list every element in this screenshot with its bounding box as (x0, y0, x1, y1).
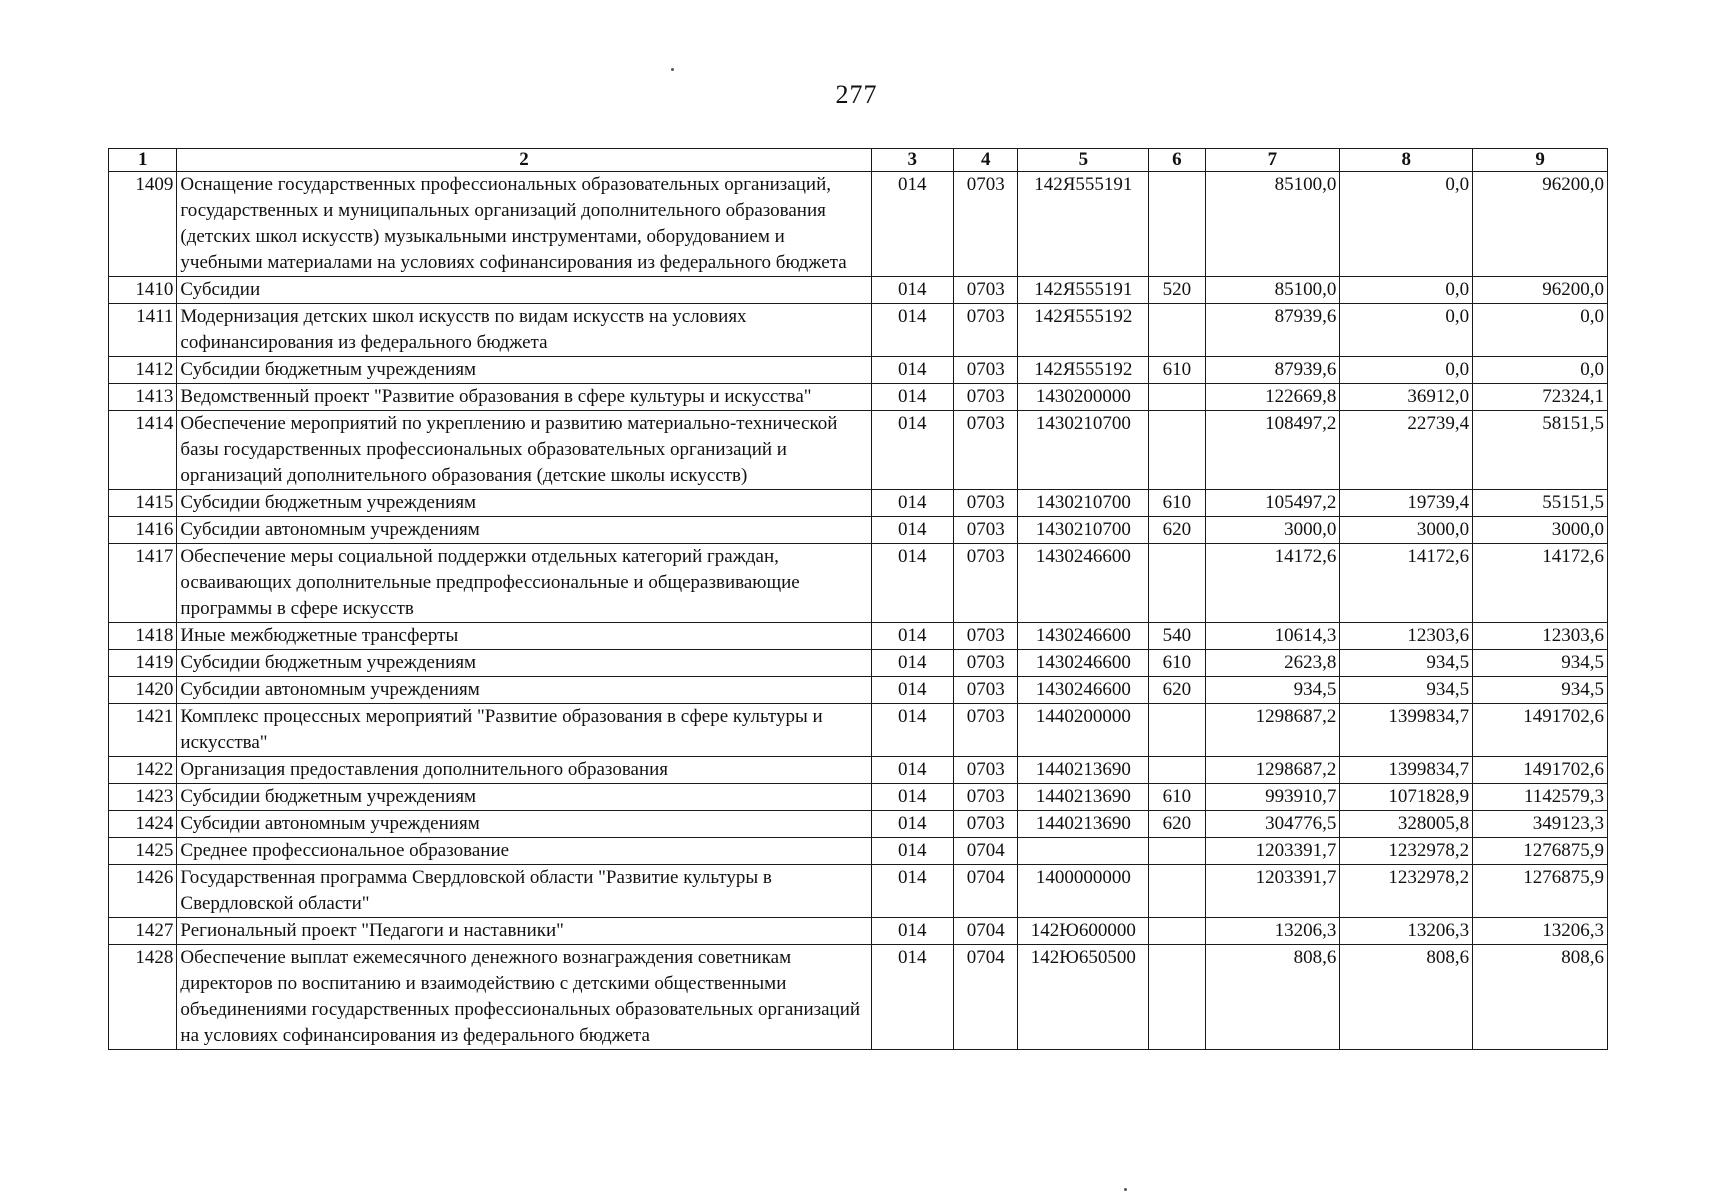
target-article-cell: 1440213690 (1018, 811, 1149, 838)
section-code-cell: 0703 (954, 544, 1018, 623)
department-code-cell: 014 (871, 650, 953, 677)
target-article-cell: 1430210700 (1018, 411, 1149, 490)
section-code-cell: 0703 (954, 757, 1018, 784)
column-header: 5 (1018, 149, 1149, 172)
target-article-cell: 1430210700 (1018, 490, 1149, 517)
target-article-cell: 1430246600 (1018, 677, 1149, 704)
amount-cell-col9: 349123,3 (1473, 811, 1608, 838)
department-code-cell: 014 (871, 517, 953, 544)
item-name-cell: Обеспечение мероприятий по укреплению и развитию материально-технической базы государственных профессиональных образовательных организаций и организаций дополнительного образования (детские школы искусств) (177, 411, 871, 490)
table-row (109, 384, 1608, 411)
amount-cell-col7: 13206,3 (1205, 918, 1340, 945)
department-code-cell: 014 (871, 784, 953, 811)
item-name-cell: Организация предоставления дополнительного образования (177, 757, 871, 784)
department-code-cell: 014 (871, 704, 953, 757)
row-number-cell: 1425 (109, 838, 177, 865)
table-row (109, 357, 1608, 384)
department-code-cell: 014 (871, 490, 953, 517)
header-row (109, 149, 1608, 172)
table-row (109, 517, 1608, 544)
expense-type-cell: 610 (1149, 784, 1205, 811)
item-name-cell: Субсидии автономным учреждениям (177, 811, 871, 838)
budget-table (108, 148, 1608, 1050)
item-name-cell: Субсидии (177, 277, 871, 304)
expense-type-cell: 520 (1149, 277, 1205, 304)
section-code-cell: 0704 (954, 838, 1018, 865)
amount-cell-col8: 13206,3 (1340, 918, 1473, 945)
row-number-cell: 1420 (109, 677, 177, 704)
item-name-cell: Обеспечение выплат ежемесячного денежного вознаграждения советникам директоров по воспитанию и взаимодействию с детскими общественными объединениями государственных профессиональных образовательных организаций на условиях софинансирования из федерального бюджета (177, 945, 871, 1050)
section-code-cell: 0703 (954, 411, 1018, 490)
amount-cell-col8: 0,0 (1340, 277, 1473, 304)
amount-cell-col8: 0,0 (1340, 357, 1473, 384)
target-article-cell: 1430246600 (1018, 623, 1149, 650)
amount-cell-col7: 87939,6 (1205, 357, 1340, 384)
section-code-cell: 0703 (954, 704, 1018, 757)
target-article-cell: 1440200000 (1018, 704, 1149, 757)
expense-type-cell: 620 (1149, 677, 1205, 704)
amount-cell-col9: 14172,6 (1473, 544, 1608, 623)
column-header: 3 (871, 149, 953, 172)
section-code-cell: 0704 (954, 865, 1018, 918)
target-article-cell: 142Я555191 (1018, 172, 1149, 277)
item-name-cell: Субсидии бюджетным учреждениям (177, 357, 871, 384)
column-header: 9 (1473, 149, 1608, 172)
section-code-cell: 0703 (954, 650, 1018, 677)
department-code-cell: 014 (871, 865, 953, 918)
column-header: 4 (954, 149, 1018, 172)
section-code-cell: 0703 (954, 811, 1018, 838)
amount-cell-col7: 1203391,7 (1205, 865, 1340, 918)
target-article-cell: 1430200000 (1018, 384, 1149, 411)
row-number-cell: 1416 (109, 517, 177, 544)
row-number-cell: 1418 (109, 623, 177, 650)
amount-cell-col9: 934,5 (1473, 677, 1608, 704)
amount-cell-col8: 12303,6 (1340, 623, 1473, 650)
item-name-cell: Субсидии бюджетным учреждениям (177, 784, 871, 811)
section-code-cell: 0703 (954, 277, 1018, 304)
target-article-cell: 142Я555192 (1018, 357, 1149, 384)
item-name-cell: Ведомственный проект "Развитие образования в сфере культуры и искусства" (177, 384, 871, 411)
item-name-cell: Иные межбюджетные трансферты (177, 623, 871, 650)
amount-cell-col8: 934,5 (1340, 677, 1473, 704)
table-row (109, 304, 1608, 357)
scan-speck (671, 68, 674, 71)
table-row (109, 918, 1608, 945)
column-header: 8 (1340, 149, 1473, 172)
table-row (109, 704, 1608, 757)
item-name-cell: Комплекс процессных мероприятий "Развитие образования в сфере культуры и искусства" (177, 704, 871, 757)
department-code-cell: 014 (871, 918, 953, 945)
amount-cell-col7: 108497,2 (1205, 411, 1340, 490)
table-row (109, 172, 1608, 277)
column-header: 6 (1149, 149, 1205, 172)
row-number-cell: 1415 (109, 490, 177, 517)
amount-cell-col9: 58151,5 (1473, 411, 1608, 490)
amount-cell-col7: 10614,3 (1205, 623, 1340, 650)
department-code-cell: 014 (871, 811, 953, 838)
section-code-cell: 0704 (954, 918, 1018, 945)
amount-cell-col9: 12303,6 (1473, 623, 1608, 650)
department-code-cell: 014 (871, 945, 953, 1050)
amount-cell-col8: 0,0 (1340, 172, 1473, 277)
table-row (109, 945, 1608, 1050)
table-row (109, 865, 1608, 918)
amount-cell-col8: 14172,6 (1340, 544, 1473, 623)
expense-type-cell (1149, 172, 1205, 277)
amount-cell-col8: 1399834,7 (1340, 704, 1473, 757)
table-body (109, 172, 1608, 1050)
table-row (109, 411, 1608, 490)
item-name-cell: Субсидии автономным учреждениям (177, 517, 871, 544)
expense-type-cell: 540 (1149, 623, 1205, 650)
column-header: 1 (109, 149, 177, 172)
item-name-cell: Субсидии автономным учреждениям (177, 677, 871, 704)
table-row (109, 757, 1608, 784)
amount-cell-col9: 72324,1 (1473, 384, 1608, 411)
department-code-cell: 014 (871, 172, 953, 277)
department-code-cell: 014 (871, 357, 953, 384)
row-number-cell: 1424 (109, 811, 177, 838)
amount-cell-col9: 0,0 (1473, 357, 1608, 384)
section-code-cell: 0703 (954, 172, 1018, 277)
department-code-cell: 014 (871, 623, 953, 650)
table-row (109, 277, 1608, 304)
amount-cell-col9: 1491702,6 (1473, 704, 1608, 757)
amount-cell-col9: 96200,0 (1473, 172, 1608, 277)
amount-cell-col7: 3000,0 (1205, 517, 1340, 544)
table-row (109, 811, 1608, 838)
amount-cell-col8: 1232978,2 (1340, 865, 1473, 918)
row-number-cell: 1422 (109, 757, 177, 784)
amount-cell-col7: 1203391,7 (1205, 838, 1340, 865)
row-number-cell: 1414 (109, 411, 177, 490)
table-row (109, 490, 1608, 517)
amount-cell-col9: 808,6 (1473, 945, 1608, 1050)
row-number-cell: 1410 (109, 277, 177, 304)
expense-type-cell (1149, 544, 1205, 623)
amount-cell-col9: 934,5 (1473, 650, 1608, 677)
target-article-cell: 1430246600 (1018, 544, 1149, 623)
row-number-cell: 1421 (109, 704, 177, 757)
amount-cell-col7: 934,5 (1205, 677, 1340, 704)
section-code-cell: 0703 (954, 490, 1018, 517)
department-code-cell: 014 (871, 277, 953, 304)
department-code-cell: 014 (871, 384, 953, 411)
department-code-cell: 014 (871, 544, 953, 623)
amount-cell-col8: 1071828,9 (1340, 784, 1473, 811)
amount-cell-col8: 19739,4 (1340, 490, 1473, 517)
item-name-cell: Субсидии бюджетным учреждениям (177, 490, 871, 517)
target-article-cell: 1400000000 (1018, 865, 1149, 918)
section-code-cell: 0703 (954, 384, 1018, 411)
department-code-cell: 014 (871, 304, 953, 357)
amount-cell-col8: 1232978,2 (1340, 838, 1473, 865)
item-name-cell: Оснащение государственных профессиональных образовательных организаций, государственных и муниципальных организаций дополнительного образования (детских школ искусств) музыкальными инструментами, оборудованием и учебными материалами на условиях софинансирования из федерального бюджета (177, 172, 871, 277)
amount-cell-col8: 328005,8 (1340, 811, 1473, 838)
section-code-cell: 0703 (954, 304, 1018, 357)
department-code-cell: 014 (871, 677, 953, 704)
amount-cell-col8: 0,0 (1340, 304, 1473, 357)
amount-cell-col9: 1491702,6 (1473, 757, 1608, 784)
section-code-cell: 0703 (954, 517, 1018, 544)
row-number-cell: 1409 (109, 172, 177, 277)
item-name-cell: Среднее профессиональное образование (177, 838, 871, 865)
amount-cell-col8: 808,6 (1340, 945, 1473, 1050)
table-row (109, 838, 1608, 865)
amount-cell-col8: 934,5 (1340, 650, 1473, 677)
expense-type-cell: 610 (1149, 490, 1205, 517)
expense-type-cell (1149, 757, 1205, 784)
target-article-cell: 142Я555192 (1018, 304, 1149, 357)
amount-cell-col9: 1142579,3 (1473, 784, 1608, 811)
target-article-cell: 142Я555191 (1018, 277, 1149, 304)
department-code-cell: 014 (871, 838, 953, 865)
amount-cell-col7: 2623,8 (1205, 650, 1340, 677)
row-number-cell: 1419 (109, 650, 177, 677)
amount-cell-col7: 85100,0 (1205, 277, 1340, 304)
row-number-cell: 1411 (109, 304, 177, 357)
section-code-cell: 0704 (954, 945, 1018, 1050)
expense-type-cell (1149, 865, 1205, 918)
item-name-cell: Государственная программа Свердловской области "Развитие культуры в Свердловской области" (177, 865, 871, 918)
amount-cell-col7: 808,6 (1205, 945, 1340, 1050)
amount-cell-col9: 96200,0 (1473, 277, 1608, 304)
target-article-cell: 1440213690 (1018, 784, 1149, 811)
scan-speck (1124, 1188, 1127, 1191)
row-number-cell: 1412 (109, 357, 177, 384)
section-code-cell: 0703 (954, 784, 1018, 811)
expense-type-cell (1149, 918, 1205, 945)
amount-cell-col7: 87939,6 (1205, 304, 1340, 357)
department-code-cell: 014 (871, 757, 953, 784)
page-number: 277 (835, 80, 878, 109)
expense-type-cell (1149, 838, 1205, 865)
item-name-cell: Модернизация детских школ искусств по видам искусств на условиях софинансирования из федерального бюджета (177, 304, 871, 357)
amount-cell-col7: 1298687,2 (1205, 704, 1340, 757)
section-code-cell: 0703 (954, 357, 1018, 384)
amount-cell-col9: 13206,3 (1473, 918, 1608, 945)
section-code-cell: 0703 (954, 623, 1018, 650)
target-article-cell: 1440213690 (1018, 757, 1149, 784)
expense-type-cell (1149, 411, 1205, 490)
amount-cell-col9: 1276875,9 (1473, 838, 1608, 865)
amount-cell-col9: 1276875,9 (1473, 865, 1608, 918)
expense-type-cell (1149, 945, 1205, 1050)
amount-cell-col7: 105497,2 (1205, 490, 1340, 517)
expense-type-cell: 620 (1149, 517, 1205, 544)
row-number-cell: 1423 (109, 784, 177, 811)
amount-cell-col8: 36912,0 (1340, 384, 1473, 411)
row-number-cell: 1426 (109, 865, 177, 918)
department-code-cell: 014 (871, 411, 953, 490)
expense-type-cell: 610 (1149, 357, 1205, 384)
table-row (109, 544, 1608, 623)
expense-type-cell: 610 (1149, 650, 1205, 677)
table-row (109, 623, 1608, 650)
row-number-cell: 1417 (109, 544, 177, 623)
amount-cell-col7: 1298687,2 (1205, 757, 1340, 784)
amount-cell-col9: 55151,5 (1473, 490, 1608, 517)
amount-cell-col7: 304776,5 (1205, 811, 1340, 838)
row-number-cell: 1413 (109, 384, 177, 411)
amount-cell-col9: 3000,0 (1473, 517, 1608, 544)
amount-cell-col8: 1399834,7 (1340, 757, 1473, 784)
amount-cell-col7: 85100,0 (1205, 172, 1340, 277)
amount-cell-col8: 3000,0 (1340, 517, 1473, 544)
amount-cell-col8: 22739,4 (1340, 411, 1473, 490)
target-article-cell: 1430246600 (1018, 650, 1149, 677)
expense-type-cell (1149, 304, 1205, 357)
item-name-cell: Субсидии бюджетным учреждениям (177, 650, 871, 677)
section-code-cell: 0703 (954, 677, 1018, 704)
item-name-cell: Обеспечение меры социальной поддержки отдельных категорий граждан, осваивающих дополнительные предпрофессиональные и общеразвивающие программы в сфере искусств (177, 544, 871, 623)
expense-type-cell (1149, 384, 1205, 411)
target-article-cell: 142Ю650500 (1018, 945, 1149, 1050)
row-number-cell: 1428 (109, 945, 177, 1050)
expense-type-cell (1149, 704, 1205, 757)
table-row (109, 650, 1608, 677)
item-name-cell: Региональный проект "Педагоги и наставники" (177, 918, 871, 945)
target-article-cell: 1430210700 (1018, 517, 1149, 544)
amount-cell-col7: 14172,6 (1205, 544, 1340, 623)
amount-cell-col7: 993910,7 (1205, 784, 1340, 811)
table-row (109, 784, 1608, 811)
row-number-cell: 1427 (109, 918, 177, 945)
target-article-cell (1018, 838, 1149, 865)
table-row (109, 677, 1608, 704)
target-article-cell: 142Ю600000 (1018, 918, 1149, 945)
column-header: 2 (177, 149, 871, 172)
expense-type-cell: 620 (1149, 811, 1205, 838)
column-header: 7 (1205, 149, 1340, 172)
amount-cell-col7: 122669,8 (1205, 384, 1340, 411)
amount-cell-col9: 0,0 (1473, 304, 1608, 357)
